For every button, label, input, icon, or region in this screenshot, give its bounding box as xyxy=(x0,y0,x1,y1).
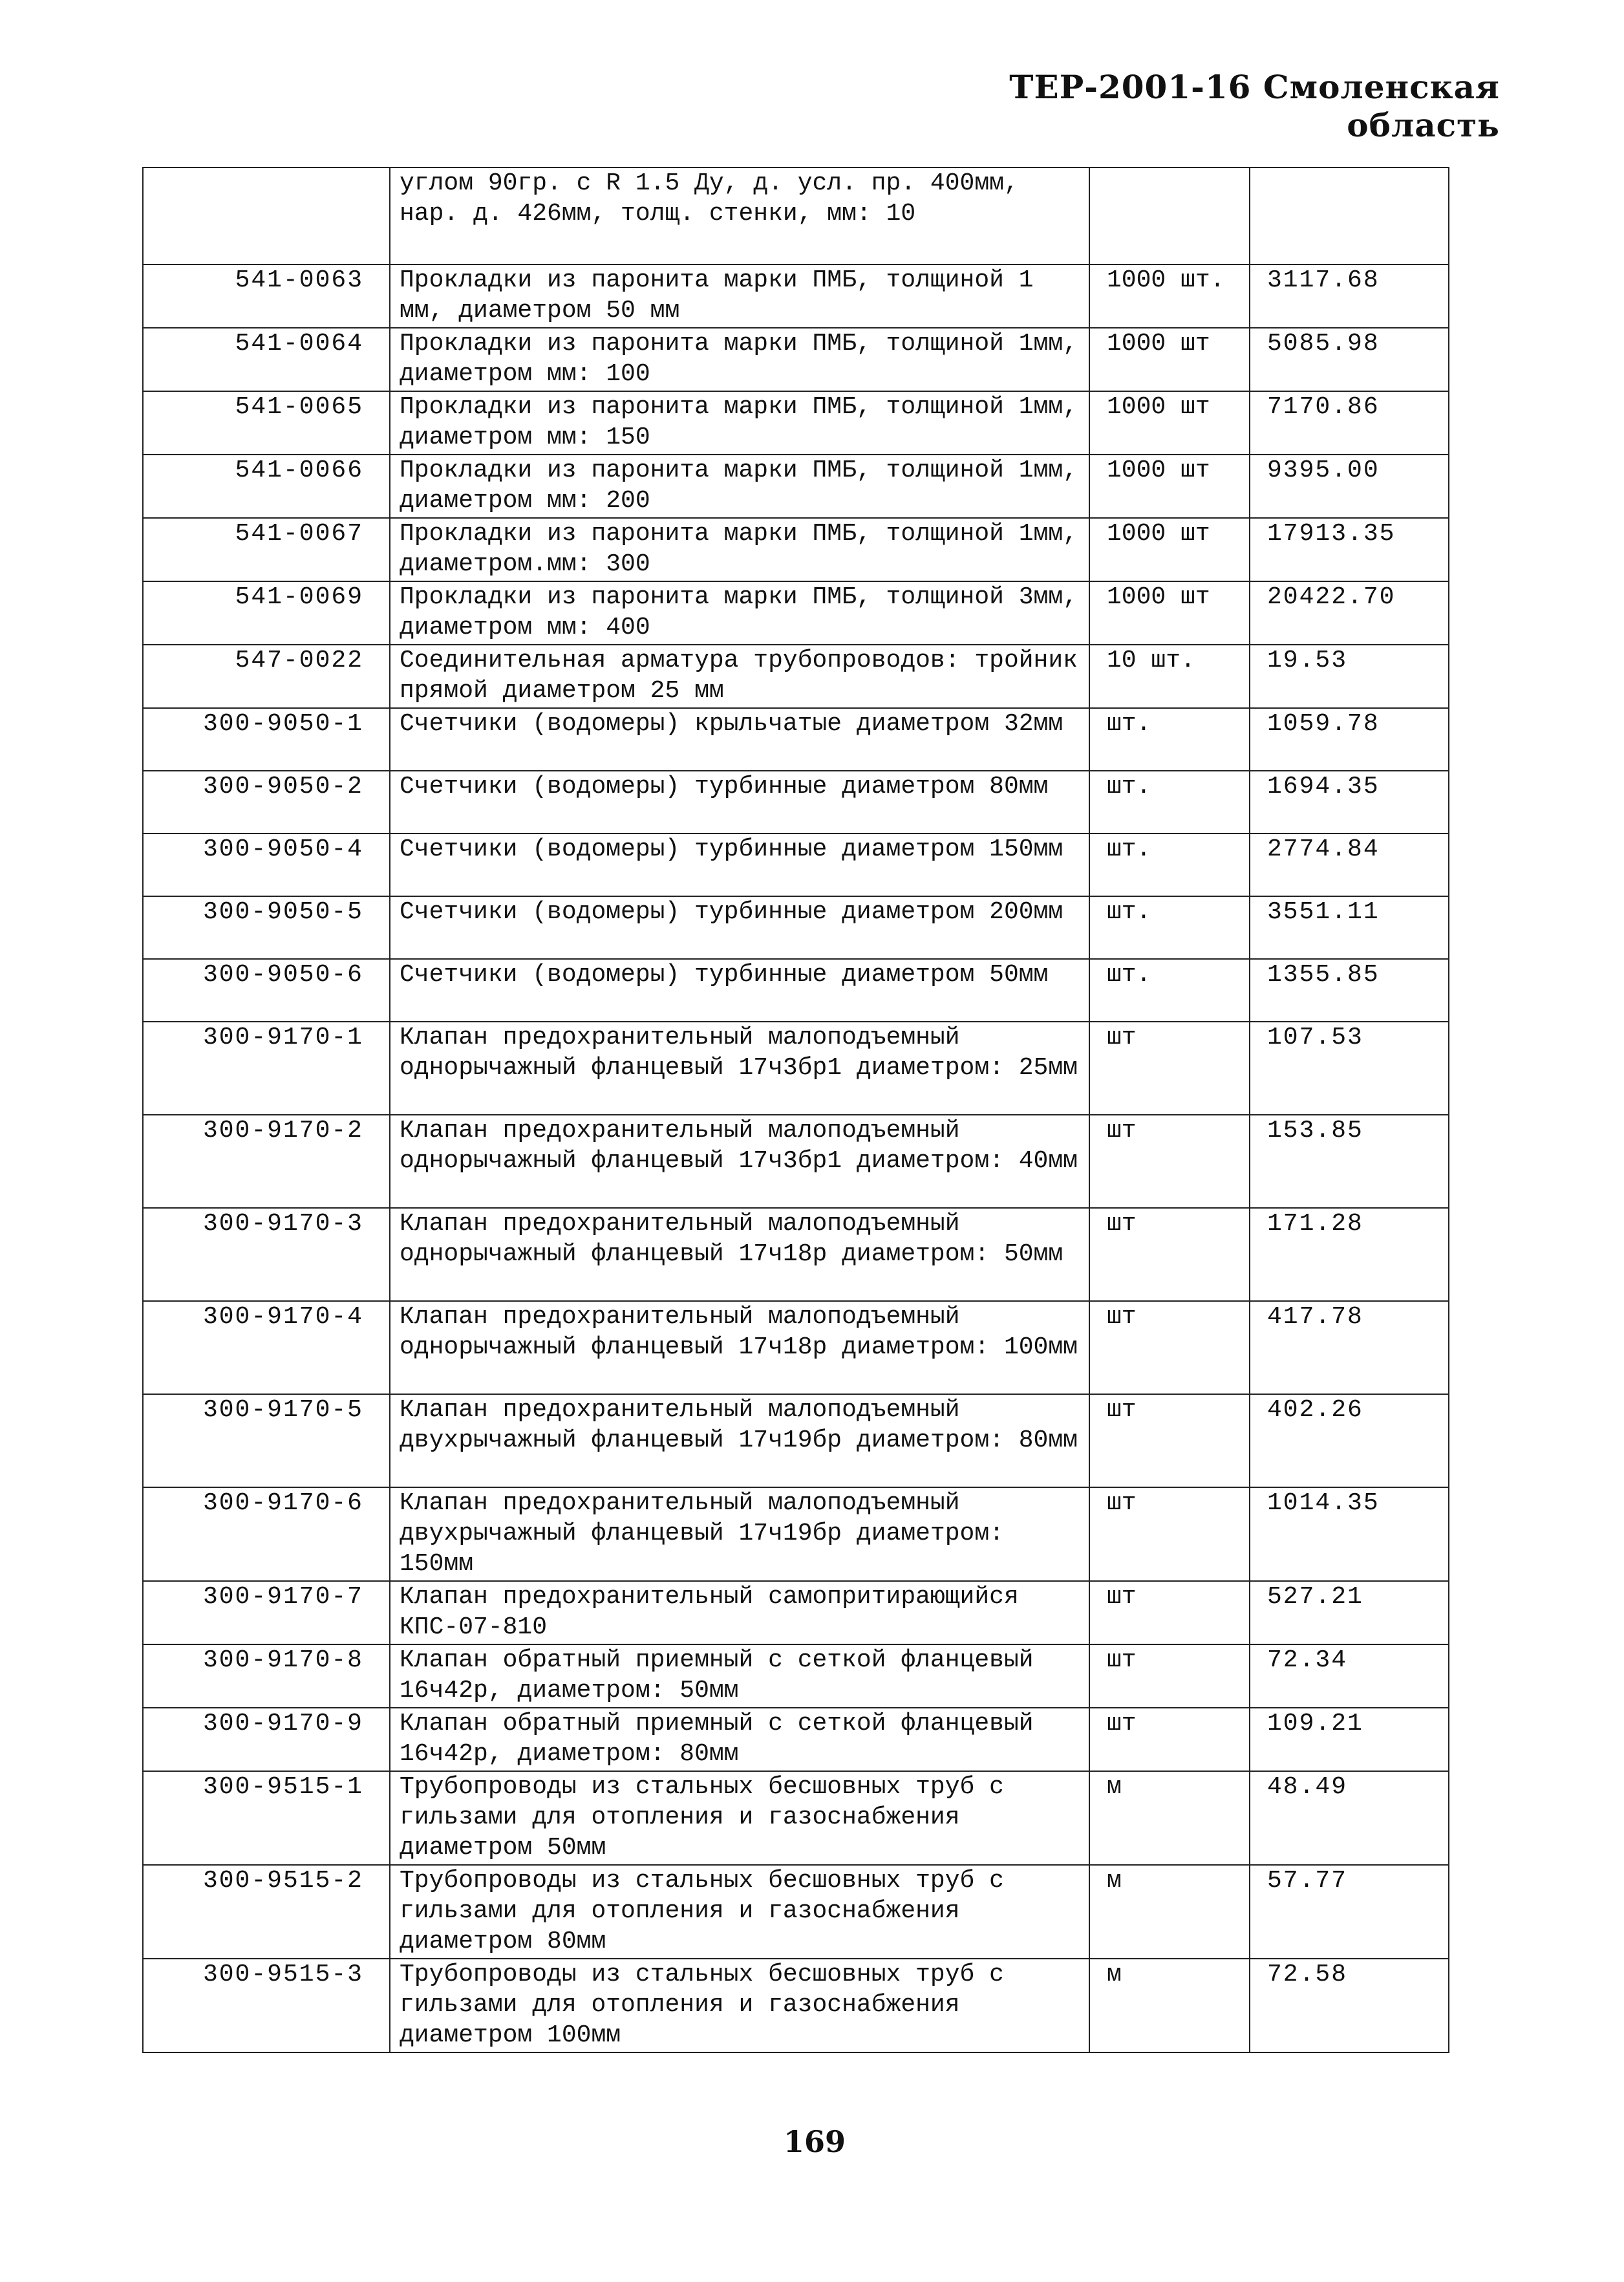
item-name: Счетчики (водомеры) турбинные диаметром 200мм xyxy=(390,896,1089,959)
table-row xyxy=(143,167,1449,264)
item-name: Клапан предохранительный малоподъемный однорычажный фланцевый 17ч3бр1 диаметром: 40мм xyxy=(390,1115,1089,1208)
item-name: Прокладки из паронита марки ПМБ, толщиной 3мм, диаметром мм: 400 xyxy=(390,581,1089,645)
table-row xyxy=(143,328,1449,391)
item-unit: 10 шт. xyxy=(1089,645,1250,708)
item-unit: м xyxy=(1089,1959,1250,2052)
item-unit: шт xyxy=(1089,1115,1250,1208)
table-row xyxy=(143,1959,1449,2052)
item-name: Трубопроводы из стальных бесшовных труб с гильзами для отопления и газоснабжения диаметром 50мм xyxy=(390,1771,1089,1865)
item-unit: шт xyxy=(1089,1301,1250,1394)
price-table xyxy=(142,167,1449,2053)
item-unit: шт xyxy=(1089,1581,1250,1644)
item-price: 5085.98 xyxy=(1250,328,1449,391)
item-name: Клапан предохранительный малоподъемный однорычажный фланцевый 17ч18р диаметром: 50мм xyxy=(390,1208,1089,1301)
page-number: 169 xyxy=(783,2124,846,2159)
item-unit: шт. xyxy=(1089,708,1250,771)
item-code: 547-0022 xyxy=(143,645,390,708)
table-row xyxy=(143,896,1449,959)
item-price: 20422.70 xyxy=(1250,581,1449,645)
table-row xyxy=(143,1487,1449,1581)
item-price: 1059.78 xyxy=(1250,708,1449,771)
item-price: 48.49 xyxy=(1250,1771,1449,1865)
item-name: Клапан предохранительный малоподъемный двухрычажный фланцевый 17ч19бр диаметром: 150мм xyxy=(390,1487,1089,1581)
item-price: 72.58 xyxy=(1250,1959,1449,2052)
table-row xyxy=(143,1865,1449,1959)
table-row xyxy=(143,1301,1449,1394)
item-name: Трубопроводы из стальных бесшовных труб с гильзами для отопления и газоснабжения диаметром 80мм xyxy=(390,1865,1089,1959)
item-price: 107.53 xyxy=(1250,1022,1449,1115)
item-price: 171.28 xyxy=(1250,1208,1449,1301)
item-code: 300-9170-9 xyxy=(143,1708,390,1771)
item-name: Счетчики (водомеры) крыльчатые диаметром 32мм xyxy=(390,708,1089,771)
item-unit: шт xyxy=(1089,1022,1250,1115)
item-name: Клапан обратный приемный с сеткой фланцевый 16ч42р, диаметром: 80мм xyxy=(390,1708,1089,1771)
item-price: 1014.35 xyxy=(1250,1487,1449,1581)
item-code: 300-9050-4 xyxy=(143,834,390,896)
table-row xyxy=(143,581,1449,645)
page-header-title: ТЕР-2001-16 Смоленская область xyxy=(1009,68,1500,144)
price-table-body xyxy=(143,167,1449,2052)
item-price: 3551.11 xyxy=(1250,896,1449,959)
item-price: 2774.84 xyxy=(1250,834,1449,896)
item-code: 541-0069 xyxy=(143,581,390,645)
item-price: 1694.35 xyxy=(1250,771,1449,834)
item-code: 300-9050-2 xyxy=(143,771,390,834)
item-unit: м xyxy=(1089,1771,1250,1865)
item-price: 72.34 xyxy=(1250,1644,1449,1708)
item-unit: шт. xyxy=(1089,771,1250,834)
table-row xyxy=(143,645,1449,708)
item-code: 541-0067 xyxy=(143,518,390,581)
item-name: Клапан предохранительный малоподъемный однорычажный фланцевый 17ч18р диаметром: 100мм xyxy=(390,1301,1089,1394)
item-name: Прокладки из паронита марки ПМБ, толщиной 1 мм, диаметром 50 мм xyxy=(390,264,1089,328)
item-name: Клапан предохранительный малоподъемный однорычажный фланцевый 17ч3бр1 диаметром: 25мм xyxy=(390,1022,1089,1115)
item-unit: 1000 шт xyxy=(1089,455,1250,518)
item-code: 300-9515-2 xyxy=(143,1865,390,1959)
item-name: углом 90гр. с R 1.5 Ду, д. усл. пр. 400мм, нар. д. 426мм, толщ. стенки, мм: 10 xyxy=(390,167,1089,264)
item-unit: 1000 шт xyxy=(1089,391,1250,455)
table-row xyxy=(143,1581,1449,1644)
item-name: Клапан обратный приемный с сеткой фланцевый 16ч42р, диаметром: 50мм xyxy=(390,1644,1089,1708)
table-row xyxy=(143,391,1449,455)
item-price: 7170.86 xyxy=(1250,391,1449,455)
table-row xyxy=(143,264,1449,328)
table-row xyxy=(143,959,1449,1022)
table-row xyxy=(143,1115,1449,1208)
item-unit: шт xyxy=(1089,1487,1250,1581)
item-price: 57.77 xyxy=(1250,1865,1449,1959)
item-unit: 1000 шт. xyxy=(1089,264,1250,328)
item-code: 541-0064 xyxy=(143,328,390,391)
item-unit: м xyxy=(1089,1865,1250,1959)
item-price: 19.53 xyxy=(1250,645,1449,708)
item-code: 541-0063 xyxy=(143,264,390,328)
item-name: Прокладки из паронита марки ПМБ, толщиной 1мм, диаметром мм: 200 xyxy=(390,455,1089,518)
item-code: 300-9170-3 xyxy=(143,1208,390,1301)
item-name: Счетчики (водомеры) турбинные диаметром 150мм xyxy=(390,834,1089,896)
item-unit: шт xyxy=(1089,1708,1250,1771)
item-code: 541-0066 xyxy=(143,455,390,518)
table-row xyxy=(143,1771,1449,1865)
item-code: 300-9170-8 xyxy=(143,1644,390,1708)
item-unit xyxy=(1089,167,1250,264)
table-row xyxy=(143,1208,1449,1301)
item-code: 300-9050-6 xyxy=(143,959,390,1022)
item-code: 300-9170-1 xyxy=(143,1022,390,1115)
item-price: 1355.85 xyxy=(1250,959,1449,1022)
item-price: 9395.00 xyxy=(1250,455,1449,518)
item-unit: 1000 шт xyxy=(1089,581,1250,645)
item-code: 300-9515-3 xyxy=(143,1959,390,2052)
item-name: Прокладки из паронита марки ПМБ, толщиной 1мм, диаметром.мм: 300 xyxy=(390,518,1089,581)
item-code: 541-0065 xyxy=(143,391,390,455)
item-code: 300-9050-1 xyxy=(143,708,390,771)
table-row xyxy=(143,771,1449,834)
item-name: Клапан предохранительный самопритирающийся КПС-07-810 xyxy=(390,1581,1089,1644)
item-unit: шт. xyxy=(1089,834,1250,896)
table-row xyxy=(143,708,1449,771)
item-name: Прокладки из паронита марки ПМБ, толщиной 1мм, диаметром мм: 150 xyxy=(390,391,1089,455)
item-price: 527.21 xyxy=(1250,1581,1449,1644)
item-name: Трубопроводы из стальных бесшовных труб с гильзами для отопления и газоснабжения диаметром 100мм xyxy=(390,1959,1089,2052)
item-name: Соединительная арматура трубопроводов: тройник прямой диаметром 25 мм xyxy=(390,645,1089,708)
item-code: 300-9515-1 xyxy=(143,1771,390,1865)
item-unit: шт xyxy=(1089,1208,1250,1301)
item-price: 153.85 xyxy=(1250,1115,1449,1208)
item-unit: шт xyxy=(1089,1644,1250,1708)
item-unit: 1000 шт xyxy=(1089,328,1250,391)
item-unit: шт. xyxy=(1089,959,1250,1022)
item-code: 300-9170-5 xyxy=(143,1394,390,1487)
item-price: 417.78 xyxy=(1250,1301,1449,1394)
item-code xyxy=(143,167,390,264)
item-unit: 1000 шт xyxy=(1089,518,1250,581)
item-name: Прокладки из паронита марки ПМБ, толщиной 1мм, диаметром мм: 100 xyxy=(390,328,1089,391)
item-code: 300-9170-6 xyxy=(143,1487,390,1581)
table-row xyxy=(143,455,1449,518)
item-price: 109.21 xyxy=(1250,1708,1449,1771)
table-row xyxy=(143,518,1449,581)
item-unit: шт. xyxy=(1089,896,1250,959)
item-code: 300-9170-2 xyxy=(143,1115,390,1208)
item-code: 300-9170-7 xyxy=(143,1581,390,1644)
item-name: Счетчики (водомеры) турбинные диаметром 50мм xyxy=(390,959,1089,1022)
item-price: 17913.35 xyxy=(1250,518,1449,581)
item-code: 300-9170-4 xyxy=(143,1301,390,1394)
table-row xyxy=(143,1708,1449,1771)
table-row xyxy=(143,1394,1449,1487)
item-name: Счетчики (водомеры) турбинные диаметром 80мм xyxy=(390,771,1089,834)
item-price: 402.26 xyxy=(1250,1394,1449,1487)
table-row xyxy=(143,1022,1449,1115)
item-price: 3117.68 xyxy=(1250,264,1449,328)
item-unit: шт xyxy=(1089,1394,1250,1487)
table-row xyxy=(143,834,1449,896)
item-price xyxy=(1250,167,1449,264)
table-row xyxy=(143,1644,1449,1708)
item-name: Клапан предохранительный малоподъемный двухрычажный фланцевый 17ч19бр диаметром: 80мм xyxy=(390,1394,1089,1487)
item-code: 300-9050-5 xyxy=(143,896,390,959)
